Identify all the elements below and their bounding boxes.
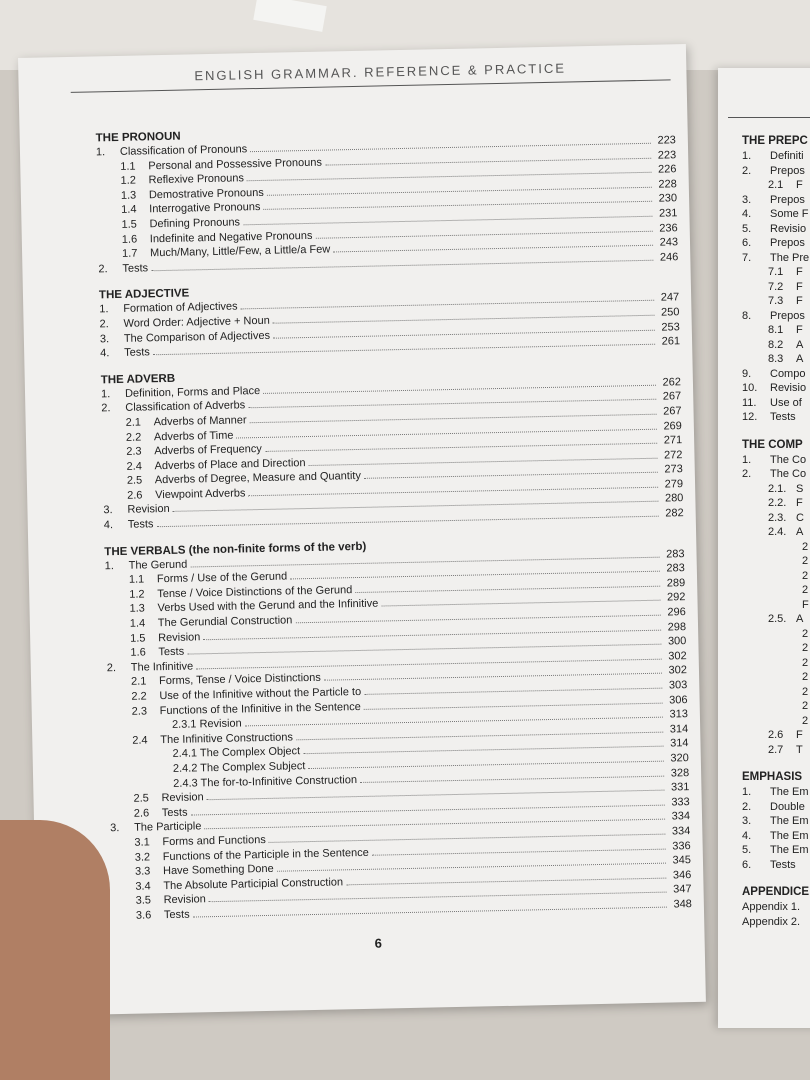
entry-title: Functions of the Participle in the Sentence bbox=[162, 846, 369, 863]
entry-number: 2. bbox=[742, 800, 752, 813]
entry-number: 2. bbox=[99, 318, 109, 331]
entry-title: Tests bbox=[770, 858, 796, 871]
toc-entry-partial[interactable] bbox=[742, 280, 810, 295]
entry-number: 7.3 bbox=[768, 295, 784, 307]
toc-entry-partial[interactable] bbox=[742, 569, 810, 584]
entry-title: F bbox=[802, 598, 809, 611]
entry-title: T bbox=[796, 743, 803, 756]
toc-entry-partial[interactable] bbox=[742, 178, 810, 193]
entry-number: 6. bbox=[742, 858, 752, 871]
entry-title: Definiti bbox=[770, 150, 804, 162]
entry-page: 247 bbox=[660, 291, 680, 304]
toc-section bbox=[99, 278, 680, 362]
entry-title: Tests bbox=[127, 518, 154, 531]
entry-number: 2.1 bbox=[125, 416, 142, 429]
entry-title: The Comparison of Adjectives bbox=[123, 329, 271, 345]
entry-page: 250 bbox=[660, 306, 680, 319]
entry-number: 3.5 bbox=[135, 894, 152, 908]
entry-number: 1.6 bbox=[130, 646, 146, 659]
entry-number: 1.3 bbox=[129, 602, 145, 616]
entry-title: Appendix 1. bbox=[742, 901, 801, 913]
section-title-partial: THE COMP bbox=[742, 438, 803, 451]
header-rule-right bbox=[728, 117, 810, 118]
entry-number: 7. bbox=[742, 251, 752, 264]
toc-entry-partial[interactable] bbox=[742, 381, 810, 396]
entry-page: 243 bbox=[659, 236, 679, 249]
entry-page: 298 bbox=[667, 620, 687, 634]
toc-entry-partial[interactable] bbox=[742, 627, 810, 642]
entry-title: Word Order: Adjective + Noun bbox=[123, 314, 270, 330]
entry-page: 306 bbox=[669, 693, 688, 707]
entry-title: The Em bbox=[770, 786, 809, 798]
entry-title: Forms, Tense / Voice Distinctions bbox=[158, 672, 321, 688]
entry-title: Tests bbox=[770, 411, 796, 423]
toc-entry-partial[interactable] bbox=[742, 207, 810, 222]
entry-title: The Gerund bbox=[128, 558, 188, 572]
entry-title: F bbox=[796, 729, 803, 741]
entry-title: Revision bbox=[163, 893, 206, 907]
entry-title: Adverbs of Time bbox=[153, 429, 234, 443]
entry-page: 231 bbox=[658, 207, 678, 220]
entry-number: 2.6 bbox=[133, 807, 150, 820]
toc-section-partial bbox=[742, 438, 810, 758]
entry-number: 1.3 bbox=[120, 189, 137, 202]
entry-page: 282 bbox=[665, 507, 684, 520]
dot-leader bbox=[151, 259, 653, 271]
entry-title: Revision bbox=[161, 791, 204, 805]
section-title: THE VERBALS (the non-finite forms of the verb) bbox=[104, 540, 367, 558]
toc-entry-partial[interactable] bbox=[742, 525, 810, 540]
entry-number: 2.5 bbox=[126, 474, 143, 488]
entry-number: 7.1 bbox=[768, 266, 784, 278]
entry-page: 223 bbox=[657, 134, 676, 147]
table-of-contents bbox=[96, 120, 693, 936]
toc-section-partial bbox=[742, 134, 810, 425]
toc-entry-partial[interactable] bbox=[742, 467, 810, 482]
toc-entry-partial[interactable] bbox=[742, 236, 810, 251]
entry-page: 262 bbox=[662, 375, 682, 389]
entry-number: 1.2 bbox=[129, 588, 145, 601]
entry-number: 2.3 bbox=[126, 445, 142, 458]
section-title-partial: EMPHASIS bbox=[742, 771, 803, 783]
entry-number: 2.7 bbox=[768, 743, 784, 756]
entry-number: 5. bbox=[742, 222, 752, 235]
toc-section bbox=[96, 120, 679, 276]
dot-leader bbox=[153, 344, 655, 356]
entry-number: 8. bbox=[742, 309, 752, 322]
entry-number: 11. bbox=[742, 396, 757, 409]
entry-page: 334 bbox=[671, 810, 691, 823]
toc-entry-partial[interactable] bbox=[742, 598, 810, 613]
entry-number: 2.4 bbox=[132, 734, 148, 747]
toc-entry-partial[interactable] bbox=[742, 338, 810, 353]
entry-title: F bbox=[796, 266, 803, 278]
entry-title: Functions of the Infinitive in the Sentence bbox=[159, 700, 361, 717]
entry-title: Tense / Voice Distinctions of the Gerund bbox=[157, 583, 353, 601]
entry-number: 9. bbox=[742, 367, 752, 380]
entry-number: 2.4. bbox=[768, 526, 787, 538]
entry-page: 283 bbox=[666, 562, 685, 575]
entry-title: The Infinitive Constructions bbox=[160, 731, 294, 746]
toc-entry-partial[interactable] bbox=[742, 367, 810, 382]
entry-page: 345 bbox=[672, 854, 692, 867]
entry-title: F bbox=[796, 497, 803, 509]
entry-title: The Gerundial Construction bbox=[157, 614, 293, 630]
entry-title: F bbox=[796, 324, 803, 336]
entry-number: 1.7 bbox=[122, 247, 138, 261]
section-title: THE ADJECTIVE bbox=[98, 287, 190, 302]
entry-number: 6. bbox=[742, 237, 752, 249]
entry-page: 246 bbox=[659, 250, 679, 264]
entry-title: Have Something Done bbox=[162, 862, 274, 878]
entry-page: 267 bbox=[662, 390, 682, 403]
entry-number: 2.1 bbox=[130, 675, 147, 689]
entry-title: Use of the Infinitive without the Particle to bbox=[159, 685, 362, 703]
entry-title: 2 bbox=[802, 555, 809, 567]
entry-number: 3.6 bbox=[135, 909, 152, 922]
entry-title: Forms and Functions bbox=[162, 833, 266, 849]
entry-title: Adverbs of Manner bbox=[153, 414, 247, 429]
entry-number: 2. bbox=[101, 402, 111, 415]
entry-number: 1. bbox=[100, 387, 111, 401]
entry-page: 253 bbox=[661, 320, 680, 334]
entry-title: 2 bbox=[802, 540, 809, 553]
entry-title: 2 bbox=[802, 700, 809, 712]
entry-title: The Co bbox=[770, 468, 807, 480]
entry-number: 1. bbox=[95, 146, 106, 159]
entry-number: 2. bbox=[98, 262, 108, 276]
toc-entry-partial[interactable] bbox=[742, 699, 810, 714]
entry-page: 273 bbox=[664, 463, 683, 476]
section-title-partial: APPENDICE bbox=[742, 886, 810, 898]
right-table-of-contents bbox=[742, 134, 810, 942]
entry-page: 346 bbox=[672, 868, 692, 882]
entry-number: 4. bbox=[103, 519, 114, 532]
entry-title: Revision bbox=[158, 630, 201, 644]
entry-title: A bbox=[796, 353, 804, 365]
entry-title: 2.4.3 The for-to-Infinitive Construction bbox=[173, 773, 358, 790]
left-book-page bbox=[18, 44, 706, 1016]
toc-entry-partial[interactable] bbox=[742, 814, 810, 829]
entry-page: 334 bbox=[671, 825, 691, 838]
entry-number: 3. bbox=[110, 822, 120, 835]
entry-number: 3. bbox=[103, 504, 113, 517]
entry-page: 314 bbox=[669, 722, 689, 736]
entry-title: Defining Pronouns bbox=[149, 216, 241, 231]
dot-leader bbox=[193, 907, 667, 918]
entry-number: 3.2 bbox=[134, 850, 151, 864]
entry-number: 2.2 bbox=[131, 690, 147, 703]
entry-page: 300 bbox=[667, 635, 687, 648]
entry-title: F bbox=[796, 280, 803, 293]
entry-title: Tests bbox=[124, 346, 151, 359]
entry-number: 3.4 bbox=[135, 880, 151, 893]
entry-title: The Absolute Participial Construction bbox=[163, 876, 344, 892]
entry-number: 2.2 bbox=[125, 431, 142, 444]
entry-page: 269 bbox=[663, 419, 682, 433]
entry-title: Double bbox=[770, 800, 805, 813]
entry-number: 3. bbox=[99, 332, 110, 345]
entry-page: 289 bbox=[666, 576, 686, 590]
entry-title: 2 bbox=[802, 671, 809, 683]
entry-page: 320 bbox=[670, 752, 689, 765]
toc-entry-partial[interactable] bbox=[742, 685, 810, 700]
entry-title: 2 bbox=[802, 569, 809, 582]
entry-title: Prepos bbox=[770, 164, 805, 177]
entry-number: 7.2 bbox=[768, 280, 784, 293]
toc-entry-partial[interactable] bbox=[742, 222, 810, 237]
entry-title: 2 bbox=[802, 627, 809, 640]
toc-entry-partial[interactable] bbox=[742, 743, 810, 758]
toc-entry-partial[interactable] bbox=[742, 309, 810, 324]
entry-number: 2.1. bbox=[768, 482, 787, 495]
entry-title: A bbox=[796, 338, 804, 351]
toc-entry-partial[interactable] bbox=[742, 554, 810, 569]
entry-title: C bbox=[796, 511, 804, 524]
entry-number: 1. bbox=[742, 453, 752, 466]
toc-entry-partial[interactable] bbox=[742, 800, 810, 815]
entry-title: Definition, Forms and Place bbox=[124, 384, 261, 400]
entry-title: The Em bbox=[770, 844, 809, 856]
entry-number: 2.3. bbox=[768, 511, 787, 524]
entry-number: 1.4 bbox=[129, 617, 146, 630]
toc-entry-partial[interactable] bbox=[742, 265, 810, 280]
entry-number: 8.3 bbox=[768, 353, 784, 365]
toc-entry-partial[interactable] bbox=[742, 511, 810, 526]
entry-title: 2 bbox=[802, 642, 809, 654]
entry-number: 10. bbox=[742, 382, 758, 394]
entry-number: 1. bbox=[99, 303, 109, 316]
dot-leader bbox=[157, 516, 659, 528]
toc-entry-partial[interactable] bbox=[742, 323, 810, 338]
entry-number: 4. bbox=[742, 829, 752, 842]
toc-section bbox=[101, 362, 684, 533]
entry-page: 280 bbox=[664, 492, 684, 506]
entry-title: Prepos bbox=[770, 237, 805, 249]
entry-page: 347 bbox=[673, 883, 692, 896]
entry-title: The Infinitive bbox=[130, 660, 194, 674]
entry-page: 261 bbox=[661, 335, 681, 348]
entry-number: 8.2 bbox=[768, 338, 784, 351]
entry-title: Some F bbox=[770, 208, 809, 220]
toc-entry-partial[interactable] bbox=[742, 612, 810, 627]
entry-page: 303 bbox=[668, 679, 688, 692]
entry-page: 302 bbox=[668, 649, 687, 663]
entry-page: 271 bbox=[663, 434, 683, 447]
entry-number: 2.5. bbox=[768, 613, 787, 625]
entry-number: 2. bbox=[106, 661, 117, 675]
entry-title: Prepos bbox=[770, 193, 805, 206]
section-title: THE PRONOUN bbox=[95, 130, 181, 145]
entry-number: 8.1 bbox=[768, 324, 784, 336]
toc-entry-partial[interactable] bbox=[742, 540, 810, 555]
entry-title: Formation of Adjectives bbox=[123, 300, 238, 316]
entry-number: 2.3 bbox=[131, 705, 148, 718]
entry-number: 2. bbox=[742, 164, 752, 177]
entry-title: The Pre bbox=[770, 251, 810, 264]
entry-number: 1.6 bbox=[121, 233, 138, 246]
entry-title: F bbox=[796, 179, 803, 191]
entry-title: Tests bbox=[122, 262, 149, 275]
entry-page: 226 bbox=[657, 163, 677, 176]
entry-number: 1.5 bbox=[130, 632, 146, 645]
entry-title: The Participle bbox=[134, 820, 202, 835]
entry-title: Adverbs of Degree, Measure and Quantity bbox=[154, 470, 362, 487]
section-title: THE ADVERB bbox=[100, 372, 176, 387]
entry-page: 228 bbox=[658, 178, 677, 191]
entry-title: A bbox=[796, 526, 804, 538]
entry-title: Classification of Adverbs bbox=[125, 399, 246, 415]
entry-number: 2.1 bbox=[768, 179, 784, 191]
entry-page: 314 bbox=[670, 737, 689, 750]
entry-number: 2.2. bbox=[768, 497, 787, 509]
right-book-page bbox=[718, 68, 810, 1028]
toc-entry-partial[interactable] bbox=[742, 410, 810, 425]
entry-number: 1.1 bbox=[128, 573, 145, 587]
toc-section-partial bbox=[742, 770, 810, 872]
entry-number: 3.3 bbox=[134, 865, 151, 878]
entry-page: 331 bbox=[670, 781, 690, 794]
toc-entry-partial[interactable] bbox=[742, 900, 810, 915]
entry-number: 1.5 bbox=[121, 218, 137, 231]
entry-title: A bbox=[796, 613, 804, 625]
toc-entry-partial[interactable] bbox=[742, 396, 810, 411]
entry-title: Personal and Possessive Pronouns bbox=[148, 156, 323, 172]
entry-title: 2.4.2 The Complex Subject bbox=[172, 760, 306, 775]
entry-number: 1.2 bbox=[120, 174, 137, 188]
entry-page: 292 bbox=[666, 591, 686, 604]
toc-entry-partial[interactable] bbox=[742, 785, 810, 800]
entry-number: 3. bbox=[742, 193, 752, 206]
entry-number: 12. bbox=[742, 411, 758, 423]
header-rule bbox=[71, 79, 671, 93]
entry-number: 1. bbox=[104, 559, 114, 572]
entry-page: 279 bbox=[664, 478, 684, 491]
entry-number: 5. bbox=[742, 844, 752, 856]
toc-entry-partial[interactable] bbox=[742, 656, 810, 671]
entry-title: 2 bbox=[802, 656, 809, 669]
entry-page: 328 bbox=[670, 766, 690, 780]
entry-number: 1.1 bbox=[120, 160, 136, 173]
entry-title: 2 bbox=[802, 714, 809, 727]
entry-title: 2 bbox=[802, 685, 809, 698]
toc-entry-partial[interactable] bbox=[742, 728, 810, 743]
toc-entry-partial[interactable] bbox=[742, 670, 810, 685]
entry-page: 230 bbox=[658, 192, 678, 205]
entry-page: 236 bbox=[659, 221, 678, 235]
toc-entry-partial[interactable] bbox=[742, 915, 810, 930]
entry-page: 283 bbox=[666, 547, 685, 561]
entry-title: Adverbs of Frequency bbox=[154, 443, 262, 458]
entry-title: Revisio bbox=[770, 382, 807, 394]
toc-entry-partial[interactable] bbox=[742, 294, 810, 309]
hand-holding-book bbox=[0, 820, 110, 1080]
entry-title: Appendix 2. bbox=[742, 915, 801, 928]
entry-page: 296 bbox=[667, 606, 686, 619]
entry-title: Tests bbox=[158, 645, 185, 659]
toc-entry-partial[interactable] bbox=[742, 583, 810, 598]
entry-title: Revision bbox=[127, 503, 170, 517]
entry-number: 3. bbox=[742, 815, 752, 827]
entry-title: Prepos bbox=[770, 309, 805, 322]
entry-title: Much/Many, Little/Few, a Little/a Few bbox=[149, 243, 331, 260]
entry-title: Indefinite and Negative Pronouns bbox=[149, 229, 313, 245]
toc-entry-partial[interactable] bbox=[742, 843, 810, 858]
toc-entry-partial[interactable] bbox=[742, 858, 810, 873]
toc-entry-partial[interactable] bbox=[742, 193, 810, 208]
toc-entry-partial[interactable] bbox=[742, 641, 810, 656]
entry-number: 1. bbox=[742, 786, 752, 798]
entry-page: 223 bbox=[657, 148, 677, 162]
entry-number: 2.5 bbox=[133, 792, 149, 805]
toc-section bbox=[104, 534, 692, 924]
entry-title: 2.4.1 The Complex Object bbox=[172, 745, 301, 761]
entry-title: Forms / Use of the Gerund bbox=[156, 570, 288, 586]
entry-page: 272 bbox=[663, 448, 683, 462]
toc-entry-partial[interactable] bbox=[742, 149, 810, 164]
entry-title: 2 bbox=[802, 584, 809, 596]
entry-title: S bbox=[796, 482, 804, 495]
entry-title: Revisio bbox=[770, 222, 807, 235]
entry-title: Viewpoint Adverbs bbox=[155, 487, 246, 502]
entry-title: Interrogative Pronouns bbox=[149, 201, 261, 216]
entry-number: 2. bbox=[742, 468, 752, 480]
entry-page: 267 bbox=[663, 405, 682, 418]
toc-entry-partial[interactable] bbox=[742, 714, 810, 729]
entry-title: 2.3.1 Revision bbox=[171, 717, 242, 732]
entry-number: 1. bbox=[742, 150, 752, 162]
section-title-partial: THE PREPC bbox=[742, 135, 808, 147]
entry-title: Verbs Used with the Gerund and the Infinitive bbox=[157, 598, 379, 615]
toc-section-partial bbox=[742, 885, 810, 929]
toc-entry-partial[interactable] bbox=[742, 164, 810, 179]
entry-number: 2.6 bbox=[768, 729, 784, 741]
entry-number: 2.4 bbox=[126, 460, 142, 473]
toc-entry-partial[interactable] bbox=[742, 453, 810, 468]
entry-number: 2.6 bbox=[127, 489, 143, 502]
entry-title: Adverbs of Place and Direction bbox=[154, 456, 306, 472]
entry-number: 3.1 bbox=[134, 836, 150, 849]
entry-page: 348 bbox=[673, 897, 692, 911]
toc-entry-partial[interactable] bbox=[742, 829, 810, 844]
entry-title: The Em bbox=[770, 815, 809, 827]
entry-title: The Em bbox=[770, 829, 809, 842]
toc-entry-partial[interactable] bbox=[742, 496, 810, 511]
toc-entry-partial[interactable] bbox=[742, 352, 810, 367]
entry-number: 4. bbox=[100, 347, 110, 360]
entry-title: Compo bbox=[770, 367, 806, 380]
toc-entry-partial[interactable] bbox=[742, 482, 810, 497]
entry-title: F bbox=[796, 295, 803, 307]
entry-number: 4. bbox=[742, 208, 752, 220]
entry-title: Use of bbox=[770, 396, 802, 409]
entry-title: Tests bbox=[161, 806, 188, 819]
entry-page: 302 bbox=[668, 664, 688, 677]
entry-title: Reflexive Pronouns bbox=[148, 172, 245, 187]
entry-page: 333 bbox=[671, 795, 690, 809]
entry-number: 1.4 bbox=[121, 203, 137, 217]
toc-entry-partial[interactable] bbox=[742, 251, 810, 266]
entry-title: Demostrative Pronouns bbox=[148, 186, 264, 202]
entry-title: The Co bbox=[770, 453, 807, 466]
running-header: ENGLISH GRAMMAR. REFERENCE & PRACTICE bbox=[194, 60, 567, 84]
entry-title: Classification of Pronouns bbox=[119, 143, 248, 158]
page-number: 6 bbox=[374, 935, 383, 951]
entry-page: 313 bbox=[669, 708, 689, 721]
entry-title: Tests bbox=[163, 908, 190, 922]
entry-page: 336 bbox=[672, 839, 691, 853]
